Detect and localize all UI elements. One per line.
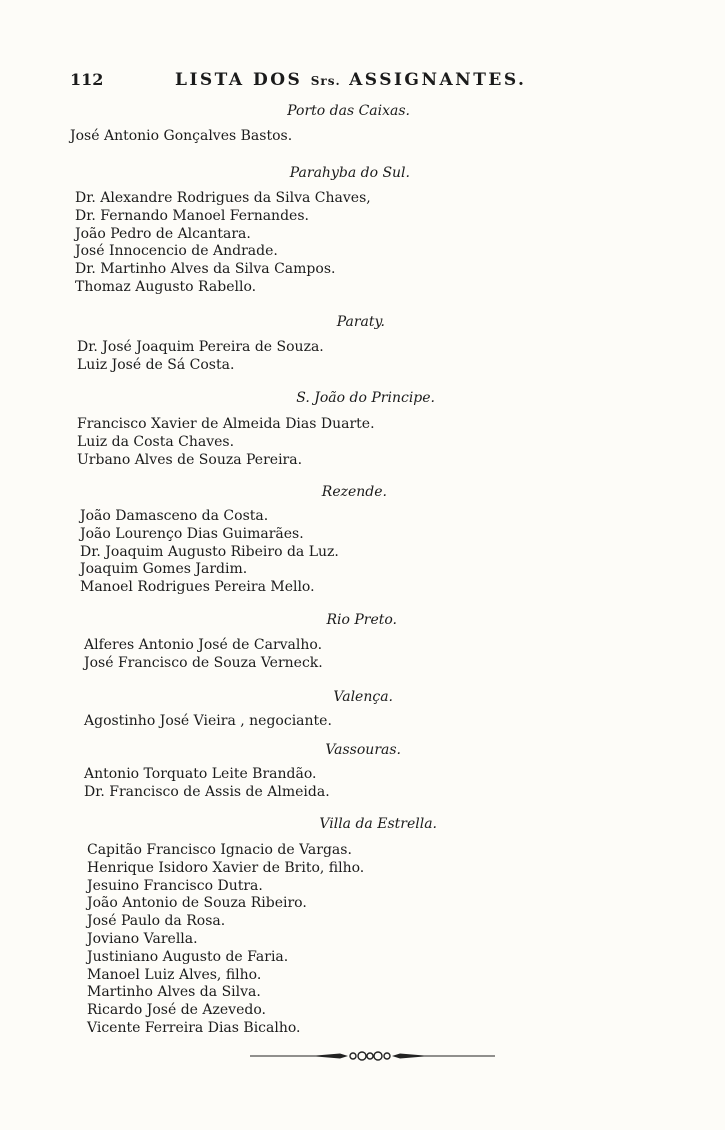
list-item: Dr. Joaquim Augusto Ribeiro da Luz. — [80, 543, 339, 560]
name-list — [84, 766, 330, 802]
place-heading: Rezende. — [321, 484, 387, 500]
name-list — [80, 508, 339, 597]
list-item: Manoel Rodrigues Pereira Mello. — [80, 579, 315, 596]
list-item: Dr. Francisco de Assis de Almeida. — [84, 783, 330, 800]
list-item: Antonio Torquato Leite Brandão. — [84, 766, 317, 782]
running-header — [70, 70, 530, 96]
name-list — [77, 339, 324, 375]
list-item: Justiniano Augusto de Faria. — [87, 948, 289, 965]
list-item: Capitão Francisco Ignacio de Vargas. — [87, 842, 352, 858]
list-item: João Damasceno da Costa. — [80, 508, 269, 524]
list-item: José Innocencio de Andrade. — [75, 243, 278, 260]
running-title — [175, 70, 526, 90]
list-item: Martinho Alves da Silva. — [87, 984, 261, 1001]
running-title-abbr: Srs. — [310, 74, 341, 88]
list-item: Henrique Isidoro Xavier de Brito, filho. — [87, 859, 365, 876]
list-item: Dr. José Joaquim Pereira de Souza. — [77, 339, 324, 355]
name-list — [77, 416, 375, 469]
list-item: Alferes Antonio José de Carvalho. — [84, 637, 323, 653]
list-item: Dr. Alexandre Rodrigues da Silva Chaves, — [75, 190, 371, 206]
name-list — [84, 637, 323, 673]
place-heading: Parahyba do Sul. — [289, 165, 410, 181]
list-item: Joviano Varella. — [87, 930, 198, 947]
list-item: Francisco Xavier de Almeida Dias Duarte. — [77, 416, 375, 432]
name-list — [87, 842, 364, 1038]
list-item: João Antonio de Souza Ribeiro. — [87, 895, 307, 912]
name-list — [70, 128, 292, 146]
place-heading: Valença. — [333, 689, 393, 705]
place-heading: Vassouras. — [325, 742, 401, 758]
name-list — [75, 190, 371, 297]
list-item: Agostinho José Vieira , negociante. — [84, 713, 332, 729]
place-heading: Paraty. — [336, 314, 385, 330]
running-title-end: ASSIGNANTES. — [340, 70, 527, 90]
running-title-main: LISTA DOS — [175, 70, 311, 90]
list-item: Ricardo José de Azevedo. — [87, 1002, 266, 1019]
list-item: Luiz José de Sá Costa. — [77, 356, 235, 373]
name-list — [84, 713, 332, 731]
list-item: José Paulo da Rosa. — [87, 913, 226, 930]
page-number: 112 — [70, 70, 104, 89]
place-heading: Rio Preto. — [326, 612, 397, 628]
list-item: Luiz da Costa Chaves. — [77, 433, 235, 450]
typographic-ornament-rule-icon — [250, 1049, 500, 1063]
list-item: João Lourenço Dias Guimarães. — [80, 525, 304, 542]
place-heading: S. João do Principe. — [296, 390, 435, 406]
list-item: Manoel Luiz Alves, filho. — [87, 966, 262, 983]
place-heading: Villa da Estrella. — [319, 816, 437, 832]
list-item: José Francisco de Souza Verneck. — [84, 654, 323, 671]
list-item: José Antonio Gonçalves Bastos. — [70, 128, 293, 144]
list-item: Dr. Martinho Alves da Silva Campos. — [75, 261, 336, 278]
list-item: Urbano Alves de Souza Pereira. — [77, 451, 303, 468]
place-heading: Porto das Caixas. — [287, 103, 410, 119]
list-item: João Pedro de Alcantara. — [75, 225, 251, 242]
list-item: Vicente Ferreira Dias Bicalho. — [87, 1019, 301, 1036]
list-item: Joaquim Gomes Jardim. — [80, 561, 248, 578]
list-item: Dr. Fernando Manoel Fernandes. — [75, 207, 309, 224]
list-item: Thomaz Augusto Rabello. — [75, 278, 257, 295]
list-item: Jesuino Francisco Dutra. — [87, 877, 263, 894]
